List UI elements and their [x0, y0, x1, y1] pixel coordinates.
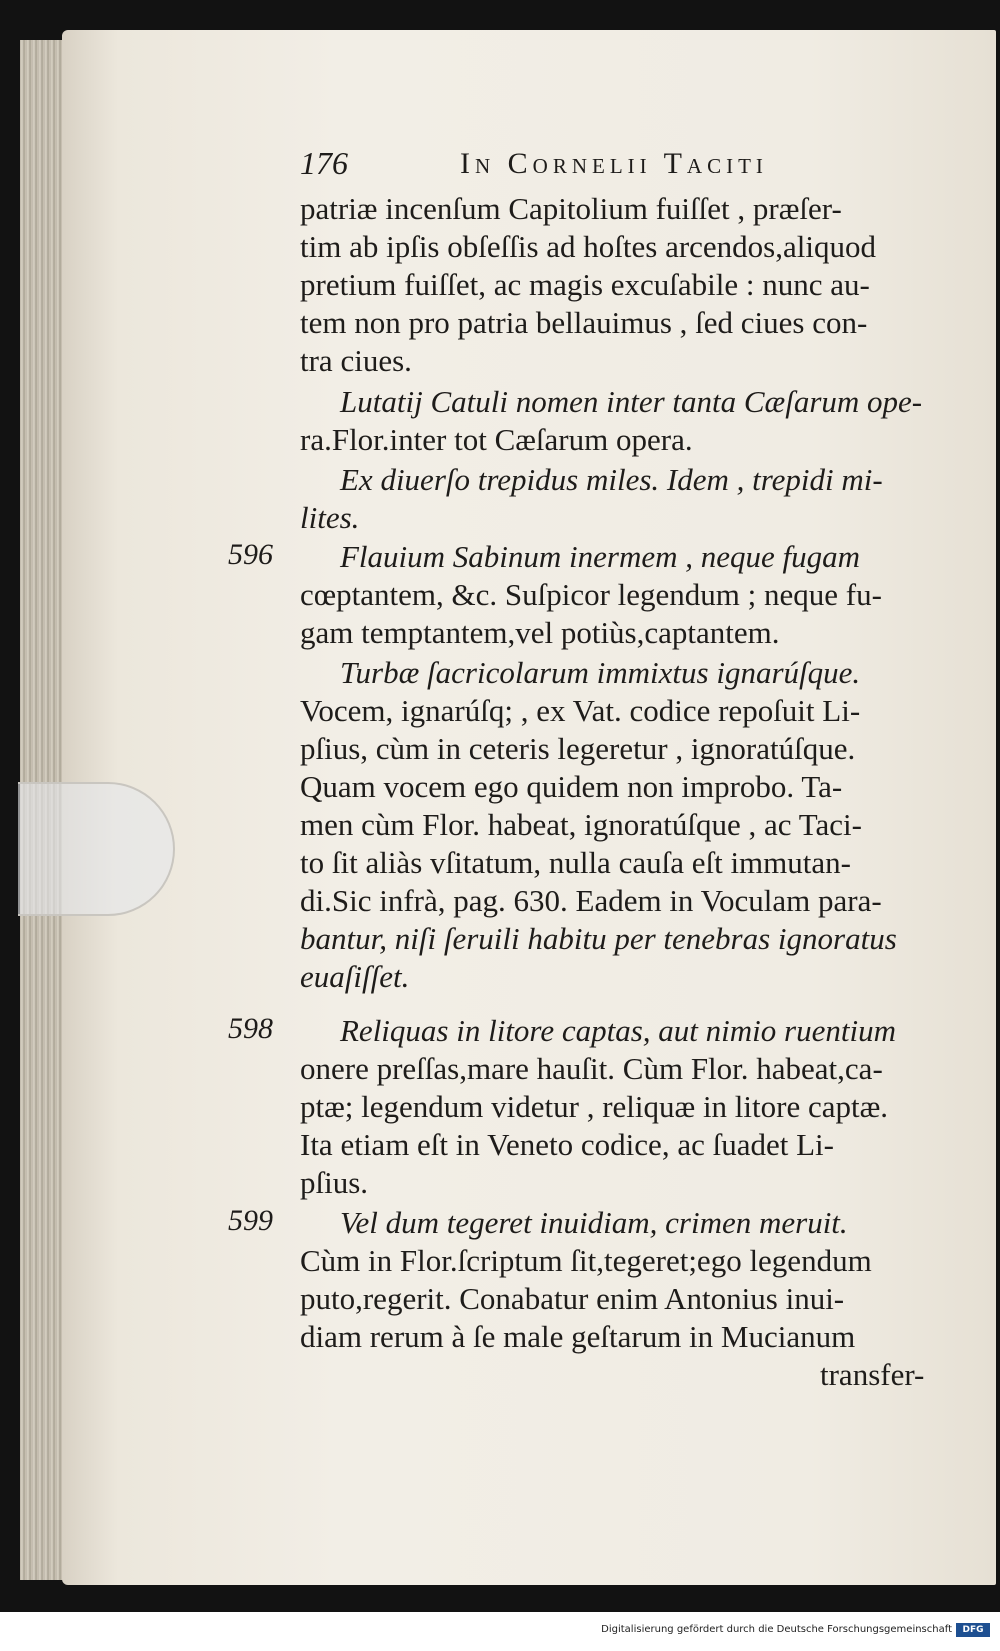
- text-line: Quam vocem ego quidem non improbo. Ta-: [300, 769, 843, 804]
- text-line: Cùm in Flor.ſcriptum ſit,tegeret;ego legendum: [300, 1243, 872, 1278]
- text-line: diam rerum à ſe male geſtarum in Mucianum: [300, 1319, 856, 1354]
- text-line: pretium fuiſſet, ac magis excuſabile : nunc au-: [300, 267, 870, 302]
- text-line: Vocem, ignarúſq; , ex Vat. codice repoſuit Li-: [300, 693, 861, 728]
- margin-number: 598: [228, 1012, 273, 1045]
- text-line: transfer-: [820, 1357, 925, 1392]
- text-line: ra.Flor.inter tot Cæſarum opera.: [300, 422, 693, 457]
- text-line: Turbæ ſacricolarum immixtus ignarúſque.: [340, 655, 861, 690]
- text-line: Lutatij Catuli nomen inter tanta Cæſarum ope-: [340, 384, 923, 419]
- text-line: Reliquas in litore captas, aut nimio ruentium: [340, 1013, 896, 1048]
- text-line: di.Sic infrà, pag. 630. Eadem in Voculam para-: [300, 883, 882, 918]
- margin-number: 596: [228, 538, 273, 571]
- bookmark-clip: [18, 782, 175, 916]
- text-line: pſius, cùm in ceteris legeretur , ignoratúſque.: [300, 731, 856, 766]
- text-line: puto,regerit. Conabatur enim Antonius inui-: [300, 1281, 845, 1316]
- text-line: onere preſſas,mare hauſit. Cùm Flor. habeat,ca-: [300, 1051, 883, 1086]
- footer-bar: [0, 1612, 1000, 1651]
- text-line: cœptantem, &c. Suſpicor legendum ; neque fu-: [300, 577, 882, 612]
- text-line: Ita etiam eſt in Veneto codice, ac ſuadet Li-: [300, 1127, 834, 1162]
- text-line: Vel dum tegeret inuidiam, crimen meruit.: [340, 1205, 848, 1240]
- text-line: tim ab ipſis obſeſſis ad hoſtes arcendos,aliquod: [300, 229, 876, 264]
- text-line: men cùm Flor. habeat, ignoratúſque , ac Taci-: [300, 807, 862, 842]
- funding-credit: Digitalisierung gefördert durch die Deutsche Forschungsgemeinschaft: [601, 1624, 952, 1635]
- text-line: bantur, niſi ſeruili habitu per tenebras ignoratus: [300, 921, 897, 956]
- text-line: Ex diuerſo trepidus miles. Idem , trepidi mi-: [340, 462, 883, 497]
- text-line: patriæ incenſum Capitolium fuiſſet , præſer-: [300, 191, 842, 226]
- page-number: 176: [300, 145, 348, 181]
- dfg-logo: DFG: [956, 1623, 990, 1637]
- text-line: tra ciues.: [300, 343, 412, 378]
- text-line: tem non pro patria bellauimus , ſed ciues con-: [300, 305, 868, 340]
- text-line: ptæ; legendum videtur , reliquæ in litore captæ.: [300, 1089, 889, 1124]
- page-header: [300, 145, 960, 195]
- text-line: lites.: [300, 500, 360, 535]
- text-line: gam temptantem,vel potiùs,captantem.: [300, 615, 780, 650]
- text-line: Flauium Sabinum inermem , neque fugam: [340, 539, 861, 574]
- running-head: In Cornelii Taciti: [460, 147, 768, 180]
- margin-number: 599: [228, 1204, 273, 1237]
- text-line: pſius.: [300, 1165, 369, 1200]
- text-line: to ſit aliàs vſitatum, nulla cauſa eſt immutan-: [300, 845, 851, 880]
- text-line: euaſiſſet.: [300, 959, 410, 994]
